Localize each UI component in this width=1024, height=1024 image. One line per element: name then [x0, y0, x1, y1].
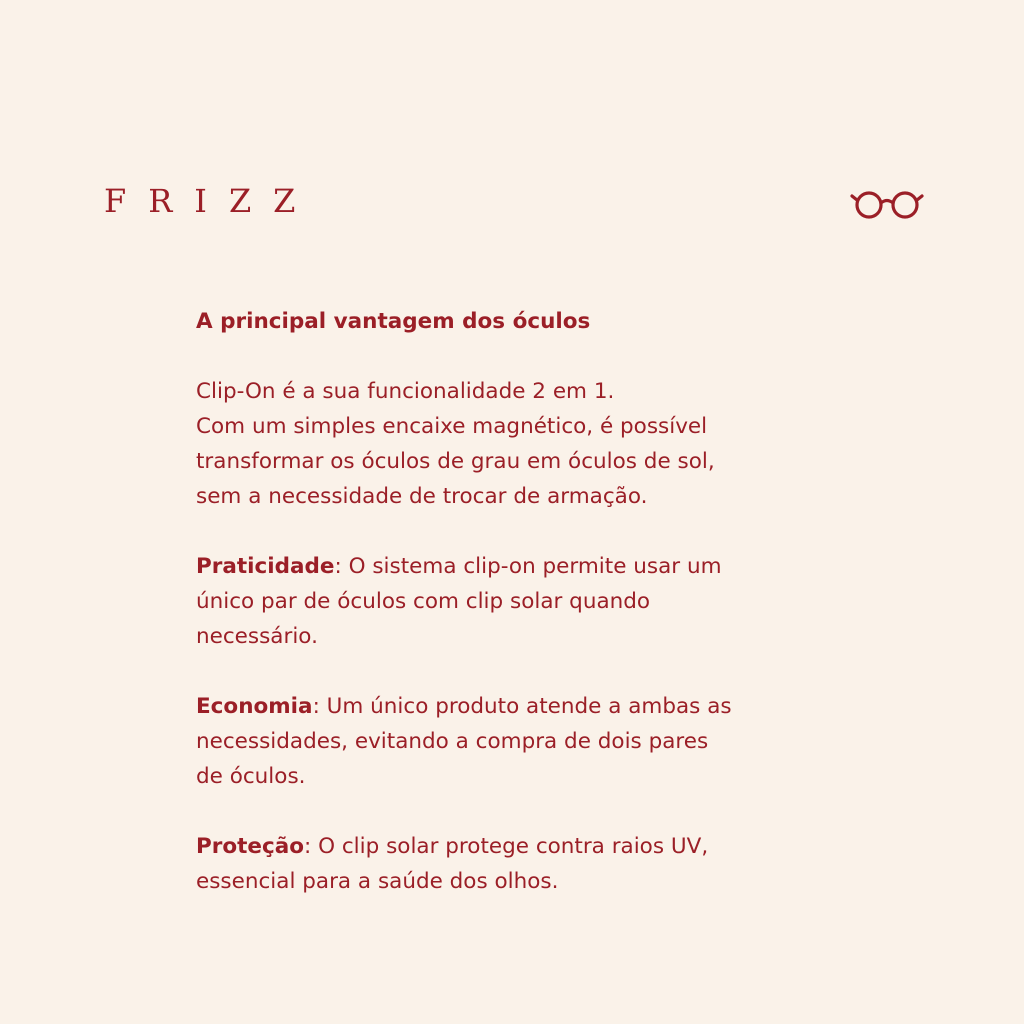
benefit-term: Proteção: [196, 834, 305, 859]
benefit-line: essencial para a saúde dos olhos.: [196, 869, 559, 894]
benefit-economia: [196, 689, 856, 794]
benefit-text: : O clip solar protege contra raios UV,: [304, 834, 709, 859]
benefit-term: Economia: [196, 694, 313, 719]
benefit-protecao: [196, 829, 856, 899]
benefit-line: único par de óculos com clip solar quando: [196, 589, 651, 614]
heading: A principal vantagem dos óculos: [196, 309, 591, 334]
benefit-text: : Um único produto atende a ambas as: [312, 694, 732, 719]
intro-paragraph: [196, 374, 856, 514]
intro-line: sem a necessidade de trocar de armação.: [196, 484, 648, 509]
benefit-text: : O sistema clip-on permite usar um: [334, 554, 722, 579]
benefit-line: [196, 549, 856, 584]
benefit-line: de óculos.: [196, 764, 306, 789]
intro-line: transformar os óculos de grau em óculos de sol,: [196, 449, 715, 474]
glasses-icon: [850, 188, 924, 220]
benefit-line: [196, 829, 856, 864]
benefit-line: necessidades, evitando a compra de dois pares: [196, 729, 709, 754]
content-block: [196, 304, 856, 899]
brand-logo: FRIZZ: [104, 182, 318, 220]
benefit-praticidade: [196, 549, 856, 654]
intro-line: Com um simples encaixe magnético, é possível: [196, 414, 708, 439]
benefit-term: Praticidade: [196, 554, 335, 579]
benefit-line: [196, 689, 856, 724]
intro-line: Clip-On é a sua funcionalidade 2 em 1.: [196, 379, 615, 404]
benefit-line: necessário.: [196, 624, 318, 649]
